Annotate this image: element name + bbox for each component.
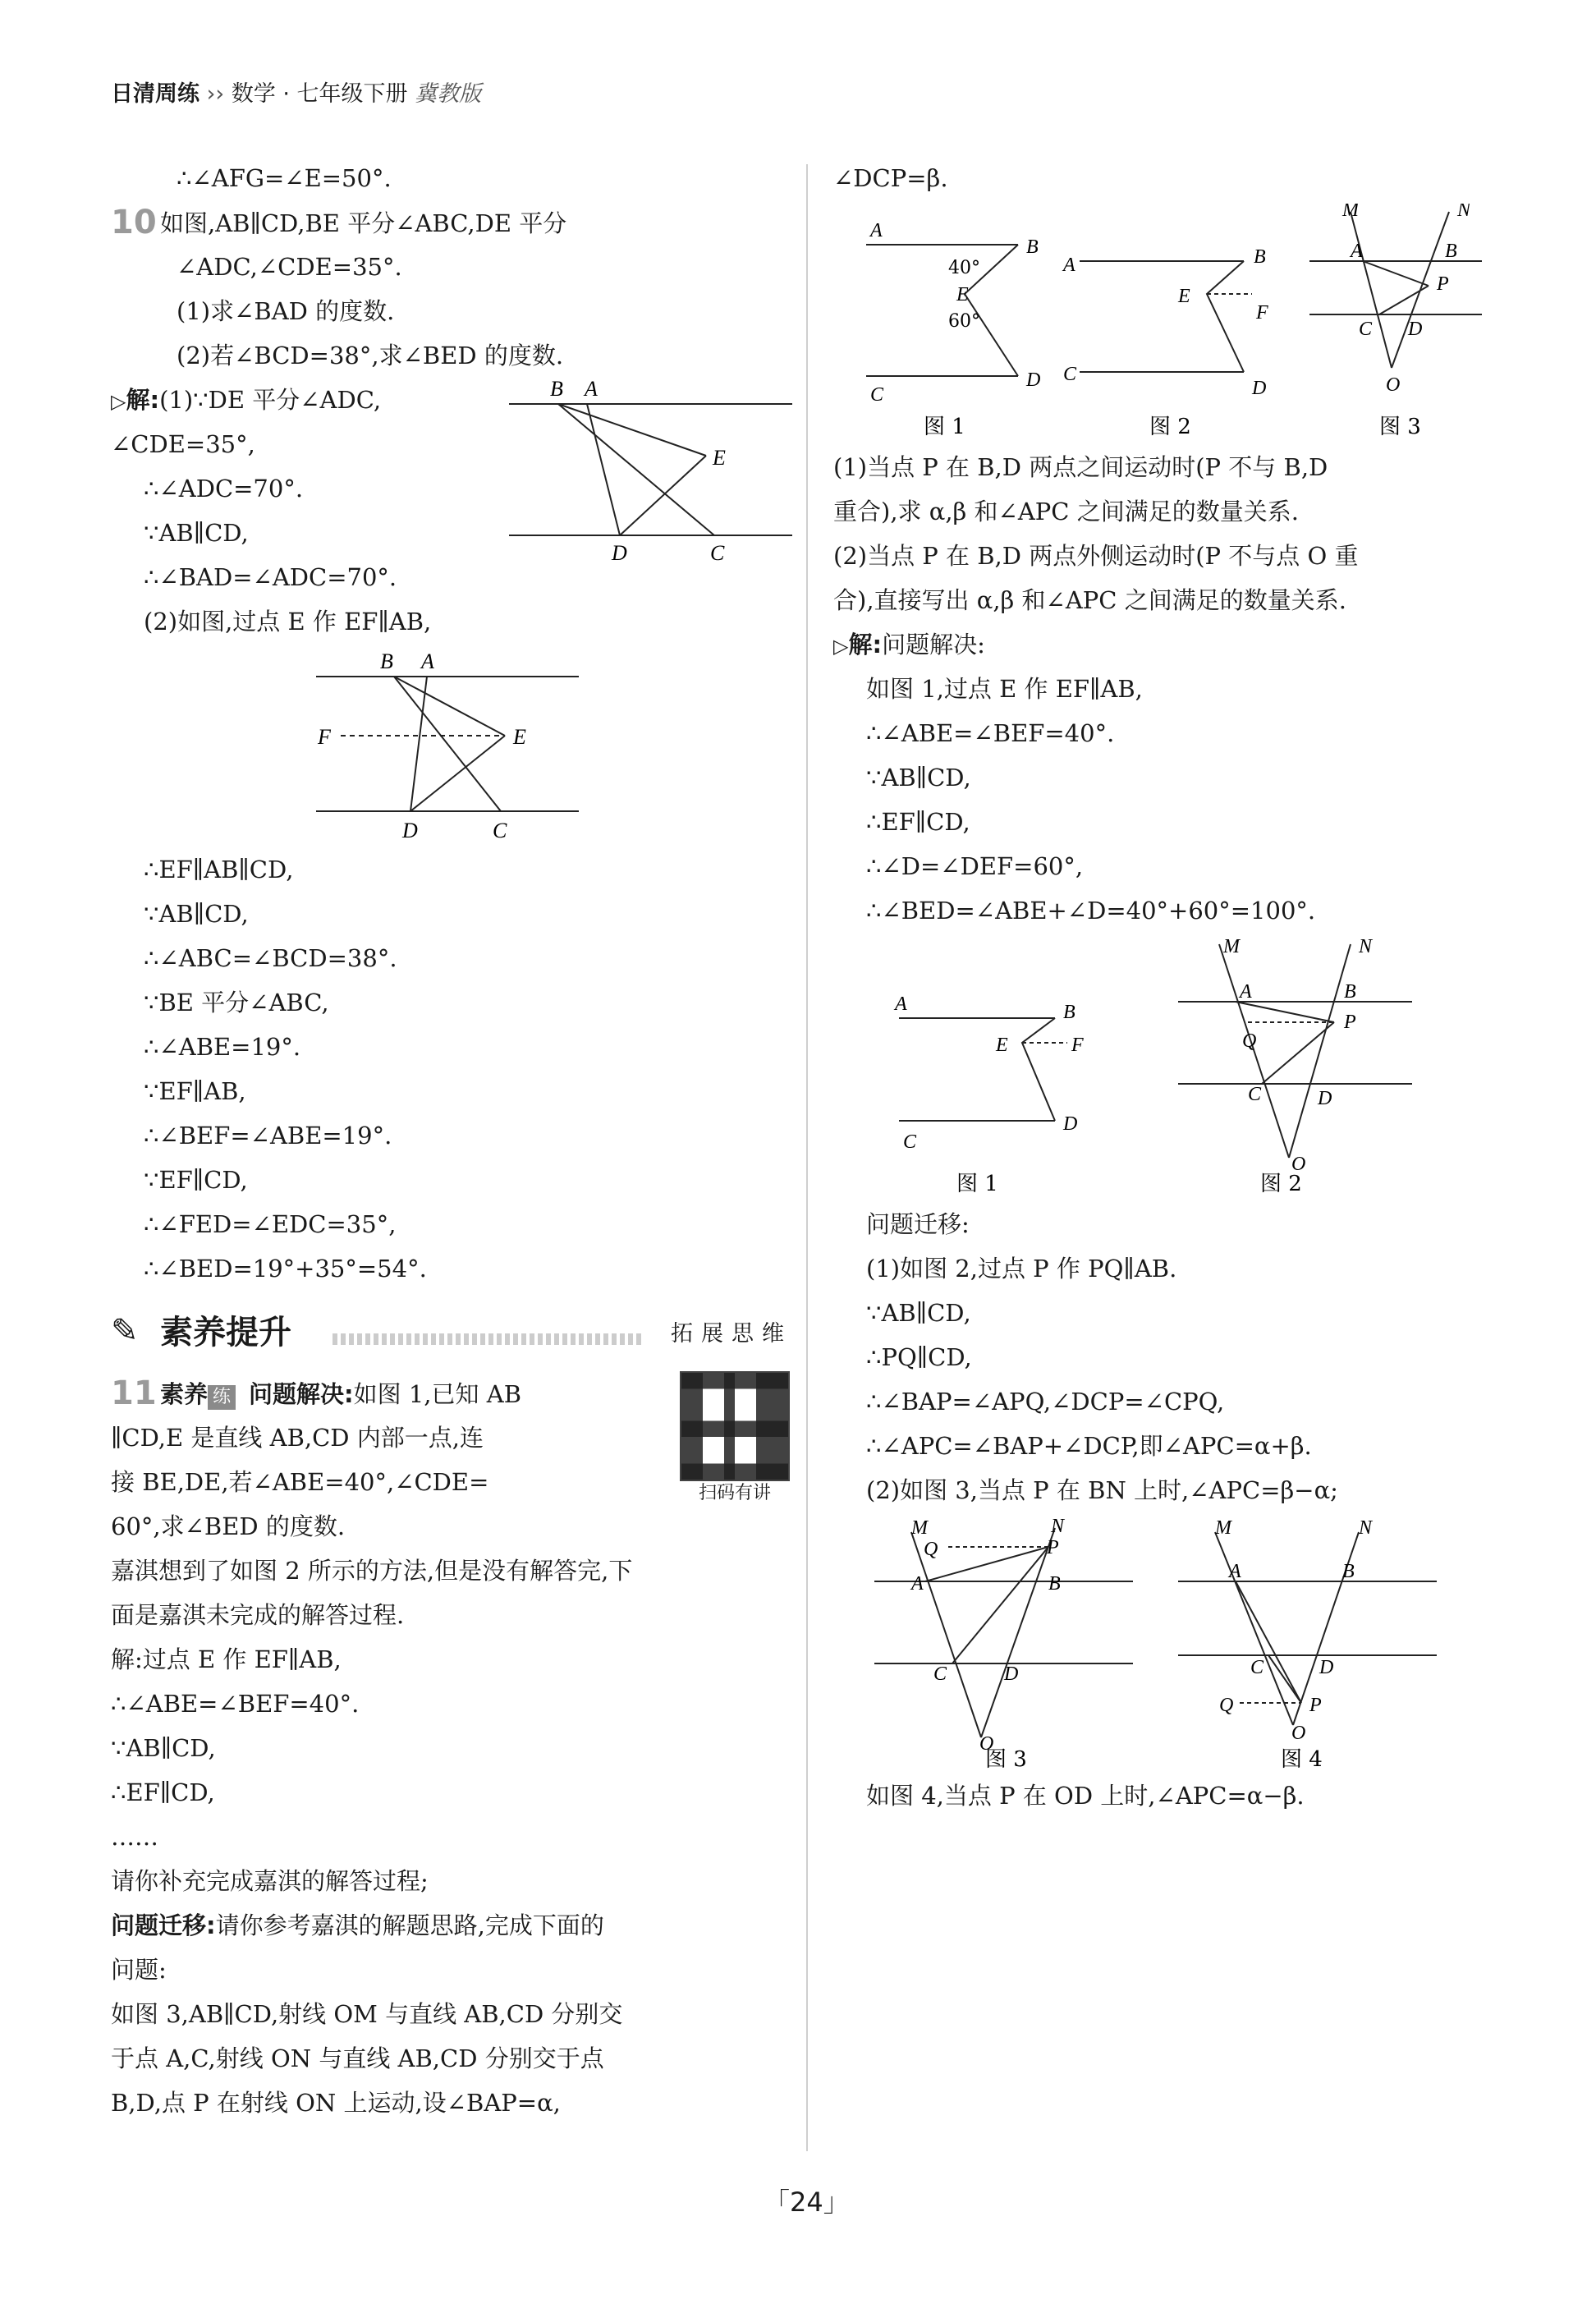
text-line [833,622,1490,667]
text-line: 如图 1,过点 E 作 EF∥AB, [866,675,1143,703]
question-10-stem [111,200,792,245]
text-line: 请你补充完成嘉淇的解答过程; [111,1867,429,1895]
label-O: O [1386,374,1401,396]
text-line: ∵AB∥CD, [144,900,249,928]
figure-q10-a [509,378,792,567]
part-label: 问题解决: [249,1380,354,1408]
q10-solution-part1 [111,378,792,644]
label-E: E [513,725,526,749]
text-line: 接 BE,DE,若∠ABE=40°,∠CDE= [111,1468,489,1496]
label-A: A [421,649,434,673]
pen-icon: ✎ [111,1312,139,1350]
label-B: B [550,378,563,401]
figure-caption: 图 1 [956,1172,998,1196]
text-line: ∴PQ∥CD, [866,1343,972,1371]
text-line: 重合),求 α,β 和∠APC 之间满足的数量关系. [833,498,1299,525]
text-line: ∴∠APC=∠BAP+∠DCP,即∠APC=α+β. [866,1432,1312,1460]
figure-3 [1309,204,1482,439]
label-P: P [1047,1537,1059,1558]
text-line: ∴∠ADC=70°. [144,475,304,502]
label-D: D [1408,319,1423,340]
text-line: (1)当点 P 在 B,D 两点之间运动时(P 不与 B,D [833,453,1328,481]
text-line: …… [111,1823,158,1851]
label-E: E [713,446,726,470]
qr-code[interactable] [677,1371,792,1506]
label-A: A [895,993,907,1015]
figure-1 [866,220,1040,439]
text-line: ∥CD,E 是直线 AB,CD 内部一点,连 [111,1424,484,1452]
label-D: D [1318,1088,1332,1109]
text-line: 合),直接写出 α,β 和∠APC 之间满足的数量关系. [833,586,1346,614]
question-number: 11 [111,1374,157,1412]
section-banner [111,1306,792,1366]
label-B: B [1254,246,1266,268]
label-B: B [1063,1002,1075,1023]
text-line: 如图 1,已知 AB [353,1380,522,1408]
label-B: B [1342,1561,1355,1582]
label-A: A [911,1573,924,1595]
label-P: P [1437,273,1449,295]
label-O: O [1291,1723,1306,1744]
label-Q: Q [1219,1695,1234,1716]
label-E: E [956,284,969,305]
page-number-value: 24 [790,2187,823,2218]
text-line: 问题: [111,1956,167,1984]
text-line: ∴∠AFG=∠E=50°. [177,164,392,192]
solution-label: 解: [126,386,160,414]
text-line: ∴∠ABE=19°. [144,1033,301,1061]
column-divider [806,164,808,2151]
label-F: F [318,725,331,749]
figure-caption: 图 2 [1149,415,1191,439]
book-subtitle: 数学 · 七年级下册 [231,81,408,107]
figures-q11-problem [833,204,1490,442]
text-line: ∴∠BED=19°+35°=54°. [144,1255,427,1283]
label-C: C [710,541,725,565]
text-line: (2)当点 P 在 B,D 两点外侧运动时(P 不与点 O 重 [833,542,1359,570]
text-line: ∴∠ABE=∠BEF=40°. [111,1690,360,1718]
text-line: ∴EF∥AB∥CD, [144,856,294,883]
label-B: B [1445,241,1457,262]
label-D: D [1252,378,1267,399]
text-line: B,D,点 P 在射线 ON 上运动,设∠BAP=α, [111,2089,561,2117]
question-number: 10 [111,204,157,241]
figure-caption: 图 4 [1281,1747,1323,1770]
label-M: M [911,1517,928,1539]
label-A: A [1229,1561,1241,1582]
figure-4 [1178,1517,1437,1770]
label-N: N [1051,1516,1065,1537]
figure-q10-b [111,647,792,844]
label-N: N [1359,936,1373,957]
solution-label: 解: [848,631,883,658]
label-D: D [402,819,418,842]
label-B: B [1344,981,1356,1003]
figure-caption: 图 3 [985,1747,1027,1770]
figure-caption: 图 2 [1260,1172,1302,1196]
section-tag: 拓展思维 [671,1321,792,1347]
label-A: A [870,220,883,241]
label-Q: Q [924,1539,938,1560]
label-C: C [493,819,507,842]
triangle-icon: ▷ [833,635,849,658]
text-line: (2)若∠BCD=38°,求∠BED 的度数. [177,342,564,369]
triangle-icon: ▷ [111,390,126,413]
text-line: ∴∠BEF=∠ABE=19°. [144,1122,392,1150]
question-11 [111,1371,792,2125]
text-line: ∠CDE=35°, [111,430,255,458]
page-header [111,72,481,117]
section-title: 素养提升 [160,1314,291,1351]
label-C: C [1250,1657,1264,1678]
bracket-icon: 「 [764,2187,791,2218]
figure-caption: 图 1 [924,415,965,439]
label-A: A [1240,981,1252,1003]
label-N: N [1457,204,1471,221]
book-brand: 日清周练 [111,81,200,107]
text-line: 嘉淇想到了如图 2 所示的方法,但是没有解答完,下 [111,1557,633,1585]
figure-1 [893,993,1084,1196]
text-line: 如图,AB∥CD,BE 平分∠ABC,DE 平分 [160,209,567,237]
label-C: C [1063,364,1077,385]
label-F: F [1256,302,1268,324]
label-A: A [1351,241,1363,262]
bracket-icon: 」 [823,2187,850,2218]
text-line: ∴∠BAP=∠APQ,∠DCP=∠CPQ, [866,1388,1225,1416]
text-line: ∠ADC,∠CDE=35°. [177,253,402,281]
text-line: ∵BE 平分∠ABC, [144,989,329,1016]
text-line: ∴∠BAD=∠ADC=70°. [144,563,397,591]
figure-2 [1178,936,1412,1196]
label-M: M [1215,1517,1231,1539]
page-number [764,2180,850,2224]
label-D: D [1004,1663,1019,1685]
label-P: P [1344,1012,1356,1033]
text-line: 请你参考嘉淇的解题思路,完成下面的 [215,1911,604,1939]
label-M: M [1223,936,1240,957]
label-E: E [1178,286,1190,307]
label-O: O [979,1733,994,1755]
figures-q11-solution-a [833,936,1490,1199]
text-line: ∴EF∥CD, [866,808,970,836]
text-line: (1)如图 2,过点 P 作 PQ∥AB. [866,1255,1177,1283]
text-line: (2)如图,过点 E 作 EF∥AB, [144,608,432,636]
text-line: 面是嘉淇未完成的解答过程. [111,1601,405,1629]
angle-60: 60° [948,311,980,332]
label-A: A [585,378,598,401]
text-line: ∠DCP=β. [833,164,948,192]
label-D: D [1063,1113,1078,1135]
label-B: B [380,649,393,673]
qr-caption: 扫码有讲 [698,1483,771,1503]
text-line: ∵EF∥CD, [144,1166,248,1194]
figure-2 [1062,246,1268,439]
practice-badge: 练 [208,1385,236,1410]
label-E: E [996,1035,1008,1056]
text-line: ∴∠BED=∠ABE+∠D=40°+60°=100°. [866,897,1316,925]
label-A: A [1063,255,1075,276]
qr-code-icon[interactable] [680,1371,790,1481]
label-M: M [1342,204,1359,221]
text-line: ∵AB∥CD, [144,519,249,547]
part-label: 问题迁移: [111,1911,216,1939]
label-D: D [612,541,627,565]
text-line: (1)∵DE 平分∠ADC, [159,386,382,414]
text-line: ∴EF∥CD, [111,1778,215,1806]
label-O: O [1291,1154,1306,1175]
text-line: ∴∠D=∠DEF=60°, [866,852,1084,880]
label-B: B [1048,1573,1061,1595]
text-line: 60°,求∠BED 的度数. [111,1512,346,1540]
figure-caption: 图 3 [1379,415,1421,439]
text-line: 问题迁移: [866,1210,970,1238]
label-D: D [1026,369,1041,391]
text-line: ∵AB∥CD, [111,1734,216,1762]
chevron-icon: ›› [206,81,232,107]
label-F: F [1071,1035,1084,1056]
label-C: C [1248,1084,1262,1105]
section-rule [332,1333,644,1345]
text-line: 解:过点 E 作 EF∥AB, [111,1645,342,1673]
right-column [833,156,1490,1818]
text-line: ∴∠ABC=∠BCD=38°. [144,944,397,972]
text-line: 如图 3,AB∥CD,射线 OM 与直线 AB,CD 分别交 [111,2000,623,2028]
text-line: 如图 4,当点 P 在 OD 上时,∠APC=α−β. [866,1782,1305,1810]
text-line: (2)如图 3,当点 P 在 BN 上时,∠APC=β−α; [866,1476,1338,1504]
text-line: ∵AB∥CD, [866,1299,971,1327]
badge-label: 素养 [160,1380,209,1408]
left-column [111,156,792,2125]
label-P: P [1309,1695,1322,1716]
text-line: 问题解决: [882,631,985,658]
label-B: B [1026,236,1039,258]
text-line: ∵AB∥CD, [866,764,971,792]
text-line [111,1903,792,1948]
text-line: (1)求∠BAD 的度数. [177,297,395,325]
text-line: ∵EF∥AB, [144,1077,246,1105]
figure-3 [874,1516,1133,1770]
label-C: C [903,1131,917,1153]
text-line: 于点 A,C,射线 ON 与直线 AB,CD 分别交于点 [111,2044,604,2072]
book-edition: 冀教版 [415,81,482,107]
label-N: N [1359,1517,1373,1539]
angle-40: 40° [948,258,980,278]
label-C: C [933,1663,947,1685]
label-C: C [1359,319,1373,340]
label-D: D [1319,1657,1334,1678]
text-line: ∴∠ABE=∠BEF=40°. [866,719,1115,747]
text-line: ∴∠FED=∠EDC=35°, [144,1210,397,1238]
figures-q11-solution-b [833,1516,1490,1770]
label-C: C [870,384,884,406]
label-Q: Q [1242,1030,1257,1052]
